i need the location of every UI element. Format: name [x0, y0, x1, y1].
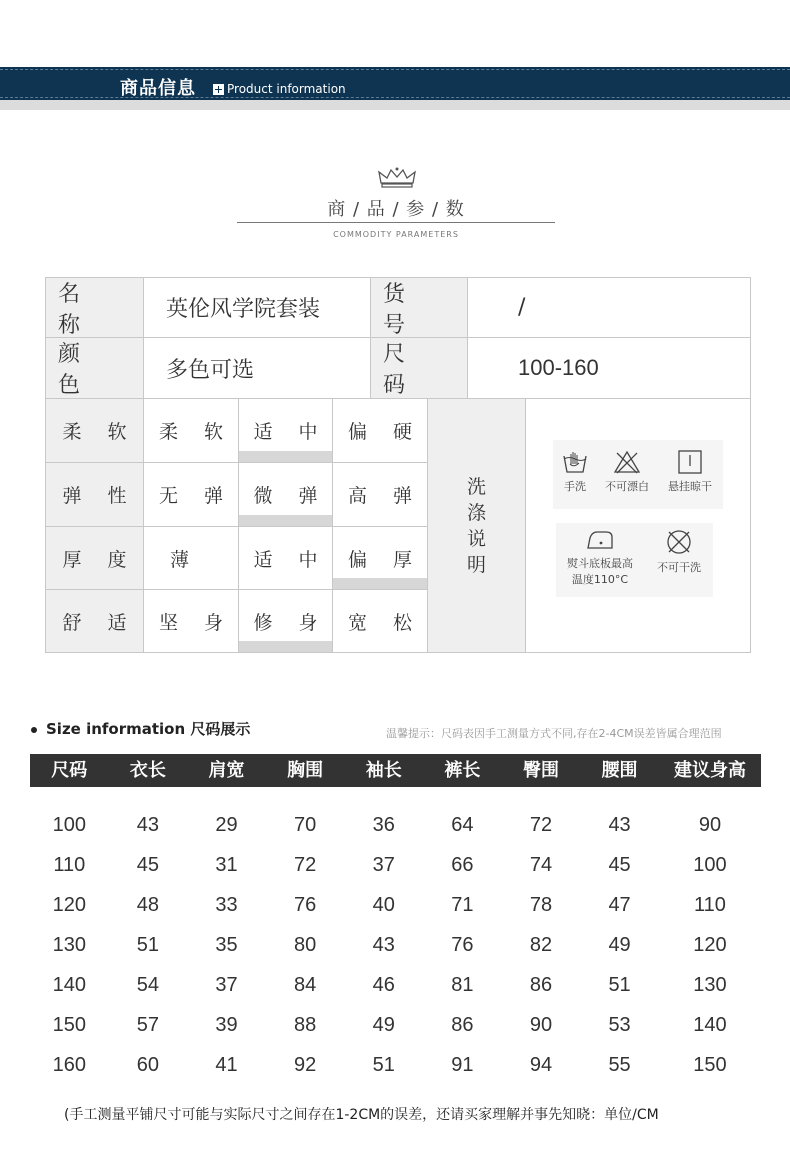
selected-bar — [239, 515, 332, 526]
footnote: (手工测量平铺尺寸可能与实际尺寸之间存在1-2CM的误差，还请买家理解并事先知晓：单位/CM — [64, 1107, 659, 1123]
table-cell: 120 — [693, 934, 727, 956]
table-cell: 110 — [53, 854, 86, 876]
table-cell: 88 — [294, 1014, 317, 1036]
plus-icon — [213, 84, 224, 95]
table-cell: 48 — [136, 894, 160, 916]
table-cell: 55 — [608, 1054, 631, 1076]
table-cell: 64 — [451, 814, 474, 836]
table-cell: 90 — [529, 1014, 553, 1036]
name-label: 名 称 — [46, 278, 144, 338]
table-cell: 54 — [136, 974, 160, 996]
hang-dry-item — [659, 450, 721, 494]
table-cell: 45 — [136, 854, 160, 876]
col-header: 臀围 — [522, 760, 559, 781]
table-cell: 100 — [693, 854, 727, 876]
table-cell: 81 — [451, 974, 474, 996]
attr-option-selected — [239, 590, 333, 652]
iron-item — [556, 529, 644, 587]
table-cell: 76 — [451, 934, 474, 956]
table-cell: 86 — [529, 974, 553, 996]
attr-option: 高 弹 — [333, 463, 428, 527]
table-cell: 29 — [215, 814, 238, 836]
color-label: 颜 色 — [46, 338, 144, 399]
table-row — [30, 805, 761, 845]
wash-icon-box — [553, 440, 723, 509]
table-row — [30, 845, 761, 885]
table-cell: 86 — [451, 1014, 474, 1036]
table-cell: 40 — [372, 894, 395, 916]
params-table — [45, 277, 751, 653]
banner-title: 商品信息 — [120, 78, 196, 99]
size-value: 100-160 — [468, 338, 751, 399]
col-header: 腰围 — [601, 760, 638, 781]
wash-icon-label: 不可漂白 — [605, 480, 649, 493]
table-cell: 53 — [608, 1014, 631, 1036]
size-label: 尺 码 — [371, 338, 468, 399]
table-cell: 150 — [693, 1054, 727, 1076]
option-text: 微 弹 — [253, 485, 328, 507]
option-text: 适 中 — [253, 421, 328, 443]
no-dry-clean-icon — [665, 529, 693, 555]
table-cell: 120 — [52, 894, 86, 916]
table-cell: 70 — [294, 814, 317, 836]
attr-option: 无 弹 — [144, 463, 239, 527]
table-cell: 140 — [52, 974, 86, 996]
wash-icon-label: 手洗 — [564, 480, 586, 493]
table-cell: 45 — [608, 854, 631, 876]
attr-label: 舒 适 — [46, 590, 144, 652]
table-cell: 110 — [694, 894, 726, 916]
col-header: 肩宽 — [208, 760, 245, 781]
table-cell: 41 — [215, 1054, 238, 1076]
table-cell: 130 — [52, 934, 86, 956]
attr-option: 薄 — [144, 527, 239, 590]
table-cell: 160 — [52, 1054, 86, 1076]
params-subtitle: COMMODITY PARAMETERS — [333, 230, 459, 239]
hand-wash-item — [555, 450, 595, 494]
table-cell: 47 — [608, 894, 631, 916]
no-bleach-item — [597, 450, 657, 494]
attr-option-selected — [239, 399, 333, 463]
table-cell: 43 — [372, 934, 395, 956]
table-cell: 90 — [698, 814, 722, 836]
option-text: 偏 厚 — [347, 548, 423, 571]
attr-option: 坚 身 — [144, 590, 239, 652]
iron-note: 温度110°C — [571, 573, 629, 586]
table-cell: 80 — [294, 934, 317, 956]
banner-shadow — [0, 100, 790, 110]
table-row — [30, 885, 761, 925]
table-cell: 43 — [136, 814, 160, 836]
table-cell: 49 — [608, 934, 631, 956]
table-row — [30, 1045, 761, 1085]
attr-option: 柔 软 — [144, 399, 239, 463]
table-cell: 33 — [215, 894, 238, 916]
params-title: 商 / 品 / 参 / 数 — [327, 199, 465, 220]
table-cell: 100 — [52, 814, 86, 836]
wash-icon-label: 不可干洗 — [657, 561, 701, 574]
selected-bar — [239, 641, 332, 652]
col-header: 建议身高 — [673, 760, 746, 781]
color-value: 多色可选 — [144, 338, 371, 399]
attr-option: 适 中 — [239, 527, 333, 590]
table-cell: 84 — [294, 974, 317, 996]
table-cell: 36 — [372, 814, 395, 836]
table-cell: 31 — [215, 854, 238, 876]
wash-icon-box — [556, 523, 713, 597]
table-row — [30, 1005, 761, 1045]
table-cell: 94 — [529, 1054, 553, 1076]
col-header: 袖长 — [365, 760, 402, 781]
sku-value: / — [468, 278, 751, 338]
table-cell: 150 — [52, 1014, 86, 1036]
table-cell: 60 — [136, 1054, 160, 1076]
wash-icons-area — [526, 399, 750, 652]
attr-option-selected — [333, 527, 428, 590]
table-cell: 51 — [136, 934, 160, 956]
col-header: 衣长 — [129, 760, 166, 781]
header-banner — [0, 67, 790, 100]
attr-label: 柔 软 — [46, 399, 144, 463]
table-cell: 78 — [529, 894, 553, 916]
selected-bar — [239, 451, 332, 462]
table-cell: 82 — [529, 934, 553, 956]
table-cell: 49 — [372, 1014, 395, 1036]
table-cell: 39 — [215, 1014, 238, 1036]
option-text: 修 身 — [253, 611, 328, 634]
table-cell: 74 — [529, 854, 553, 876]
table-cell: 57 — [136, 1014, 160, 1036]
size-note: 温馨提示：尺码表因手工测量方式不同,存在2-4CM误差皆属合理范围 — [386, 727, 722, 740]
table-cell: 72 — [529, 814, 553, 836]
table-cell: 92 — [294, 1054, 317, 1076]
wash-label-text: 洗 涤 说 明 — [466, 475, 492, 576]
table-cell: 37 — [215, 974, 238, 996]
wash-label — [428, 399, 526, 652]
col-header: 尺码 — [51, 760, 88, 781]
table-cell: 66 — [451, 854, 474, 876]
sku-label: 货 号 — [371, 278, 468, 338]
table-row — [30, 965, 761, 1005]
table-cell: 91 — [451, 1054, 474, 1076]
selected-bar — [333, 578, 427, 589]
size-heading: Size information 尺码展示 — [46, 720, 251, 738]
attr-label: 厚 度 — [46, 527, 144, 590]
params-divider — [237, 222, 555, 223]
col-header: 裤长 — [444, 760, 481, 781]
table-cell: 43 — [608, 814, 631, 836]
wash-icon-label: 熨斗底板最高 — [567, 557, 633, 570]
table-cell: 71 — [451, 894, 474, 916]
attr-option-selected — [239, 463, 333, 527]
attr-option: 偏 硬 — [333, 399, 428, 463]
no-bleach-icon — [613, 450, 641, 474]
table-cell: 37 — [372, 854, 395, 876]
attr-label: 弹 性 — [46, 463, 144, 527]
table-cell: 140 — [693, 1014, 727, 1036]
table-cell: 46 — [372, 974, 395, 996]
size-table-header — [30, 754, 761, 787]
banner-subtitle: Product information — [227, 82, 346, 96]
table-cell: 72 — [294, 854, 317, 876]
table-cell: 51 — [608, 974, 631, 996]
crown-icon — [378, 167, 416, 189]
size-bullet — [31, 727, 37, 733]
table-row — [30, 925, 761, 965]
wash-icon-label: 悬挂晾干 — [668, 480, 712, 493]
hang-dry-icon — [677, 450, 703, 474]
table-cell: 51 — [372, 1054, 395, 1076]
attr-option: 宽 松 — [333, 590, 428, 652]
no-dry-clean-item — [648, 529, 710, 575]
table-cell: 76 — [294, 894, 317, 916]
table-cell: 130 — [693, 974, 727, 996]
name-value: 英伦风学院套装 — [144, 278, 371, 338]
hand-wash-icon — [562, 450, 588, 474]
table-cell: 35 — [215, 934, 238, 956]
col-header: 胸围 — [287, 760, 324, 781]
iron-icon — [585, 529, 615, 551]
